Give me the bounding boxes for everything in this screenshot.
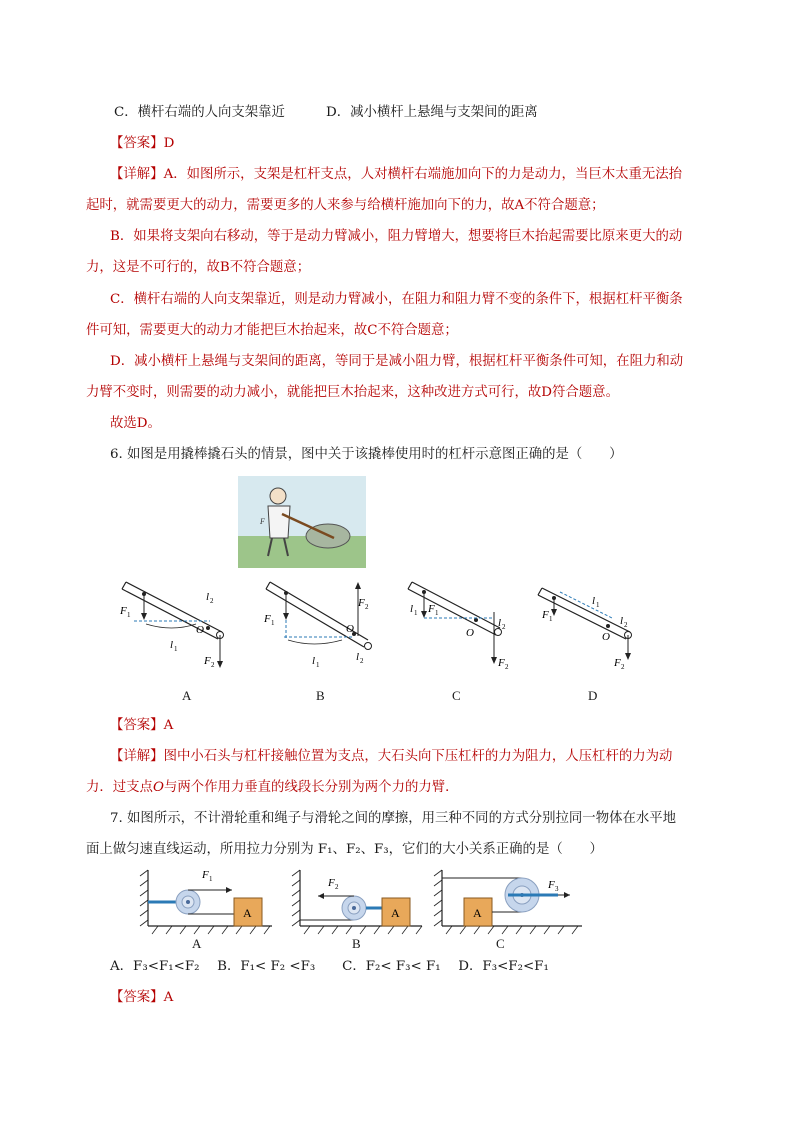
svg-text:F: F [428,603,435,615]
svg-text:l: l [312,655,316,667]
svg-text:1: 1 [127,611,131,619]
pulley-diagram-b [292,870,422,934]
pulley-diagram-c [434,870,582,934]
svg-text:F: F [204,655,211,667]
svg-text:l: l [620,615,624,627]
svg-text:F: F [614,657,621,669]
svg-text:F: F [542,609,549,621]
q5-option-d: D．减小横杆上悬绳与支架间的距离 [326,105,538,120]
q6-stem: 6. 如图是用撬棒撬石头的情景，图中关于该撬棒使用时的杠杆示意图正确的是（ ） [110,447,623,462]
svg-text:l: l [170,639,174,651]
svg-text:l: l [410,603,414,615]
q5-option-c: C．横杆右端的人向支架靠近 [114,105,285,120]
svg-text:F: F [202,869,209,881]
svg-text:2: 2 [210,597,214,605]
svg-text:F: F [358,597,365,609]
q5-detail-6: 件可知，需要更大的动力才能把巨木抬起来，故C不符合题意； [86,323,458,338]
svg-text:1: 1 [596,601,600,609]
svg-text:l: l [592,595,596,607]
svg-text:1: 1 [174,645,178,653]
q5-detail-3: B．如果将支架向右移动，等于是动力臂减小，阻力臂增大，想要将巨木抬起需要比原来更大的动 [110,229,683,244]
q5-detail-8: 力臂不变时，则需要的动力减小，就能把巨木抬起来，这种改进方式可行，故D符合题意。 [86,385,619,400]
q6-option-c-label: C [452,688,461,703]
detail-tag: 【详解】 [110,167,164,182]
q5-detail-5: C．横杆右端的人向支架靠近，则是动力臂减小，在阻力和阻力臂不变的条件下，根据杠杆平衡条 [110,292,683,307]
detail-text: 与两个作用力垂直的线段长分别为两个力的力臂． [163,780,459,795]
lever-diagram-d [538,588,632,671]
block-label: A [391,906,400,920]
q7-stem-1: 7. 如图所示，不计滑轮重和绳子与滑轮之间的摩擦，用三种不同的方式分别拉同一物体在水平地 [110,811,677,826]
pivot-symbol: O [152,780,164,795]
svg-text:2: 2 [335,883,339,891]
block-label: A [473,906,482,920]
svg-text:2: 2 [365,603,369,611]
q6-option-b-label: B [316,688,325,703]
pulley-diagram-a [140,869,272,934]
svg-text:F: F [498,657,505,669]
svg-text:2: 2 [621,663,625,671]
svg-text:1: 1 [435,609,439,617]
svg-text:O: O [602,631,610,643]
q5-detail-1 [110,165,682,185]
svg-text:l: l [206,591,210,603]
q6-detail-1 [110,747,672,767]
q7-fig-b-label: B [352,936,361,951]
q5-answer [110,134,174,154]
lever-diagram-a [119,582,224,669]
svg-text:1: 1 [209,875,213,883]
answer-value: A [163,718,174,733]
svg-text:3: 3 [555,885,559,893]
answer-value: A [163,990,174,1005]
q6-option-a-label: A [182,688,192,703]
svg-text:1: 1 [549,615,553,623]
q6-detail-2 [86,778,459,798]
detail-text: A．如图所示，支架是杠杆支点，人对横杆右端施加向下的力是动力，当巨木太重无法抬 [163,167,683,182]
answer-tag: 【答案】 [110,136,164,151]
svg-text:2: 2 [502,623,506,631]
svg-text:F: F [548,879,555,891]
q7-answer [110,988,173,1008]
answer-tag: 【答案】 [110,990,164,1005]
block-label: A [243,906,252,920]
svg-text:l: l [498,617,502,629]
svg-text:O: O [196,624,204,636]
q5-detail-7: D．减小横杆上悬绳与支架间的距离，等同于是减小阻力臂，根据杠杆平衡条件可知，在阻力和动 [110,354,684,369]
q6-answer [110,716,173,736]
lever-diagrams [114,576,674,676]
svg-text:F: F [264,613,271,625]
q7-fig-a-label: A [192,936,202,951]
q5-detail-2: 起时，就需要更大的动力，需要更多的人来参与给横杆施加向下的力，故A不符合题意； [86,198,605,213]
detail-text: 力．过支点 [86,780,153,795]
svg-text:2: 2 [211,661,215,669]
q5-detail-4: 力，这是不可行的，故B不符合题意； [86,260,311,275]
lever-diagram-c [408,582,509,671]
svg-text:F: F [328,877,335,889]
svg-text:O: O [466,627,474,639]
svg-text:1: 1 [414,609,418,617]
svg-text:1: 1 [271,619,275,627]
q7-stem-2: 面上做匀速直线运动，所用拉力分别为 F₁、F₂、F₃，它们的大小关系正确的是（ ） [86,842,603,857]
q7-fig-c-label: C [496,936,505,951]
detail-text: 图中小石头与杠杆接触位置为支点，大石头向下压杠杆的力为阻力，人压杠杆的力为动 [163,749,673,764]
detail-tag: 【详解】 [110,749,164,764]
answer-tag: 【答案】 [110,718,164,733]
svg-text:l: l [356,651,360,663]
svg-text:1: 1 [316,661,320,669]
answer-value: D [163,136,175,151]
crowbar-scene-image [238,476,366,568]
q7-options: A．F₃<F₁<F₂ B．F₁< F₂ <F₃ C．F₂< F₃< F₁ D．F₃<F₂<F₁ [110,959,549,974]
svg-text:2: 2 [624,621,628,629]
lever-diagram-b [263,582,372,669]
svg-text:F: F [120,605,127,617]
svg-text:O: O [346,623,354,635]
svg-text:2: 2 [360,657,364,665]
q6-option-d-label: D [588,688,598,703]
q5-detail-9: 故选D。 [110,416,161,431]
pulley-diagrams [138,864,588,954]
svg-text:2: 2 [505,663,509,671]
svg-text:F: F [260,517,265,526]
